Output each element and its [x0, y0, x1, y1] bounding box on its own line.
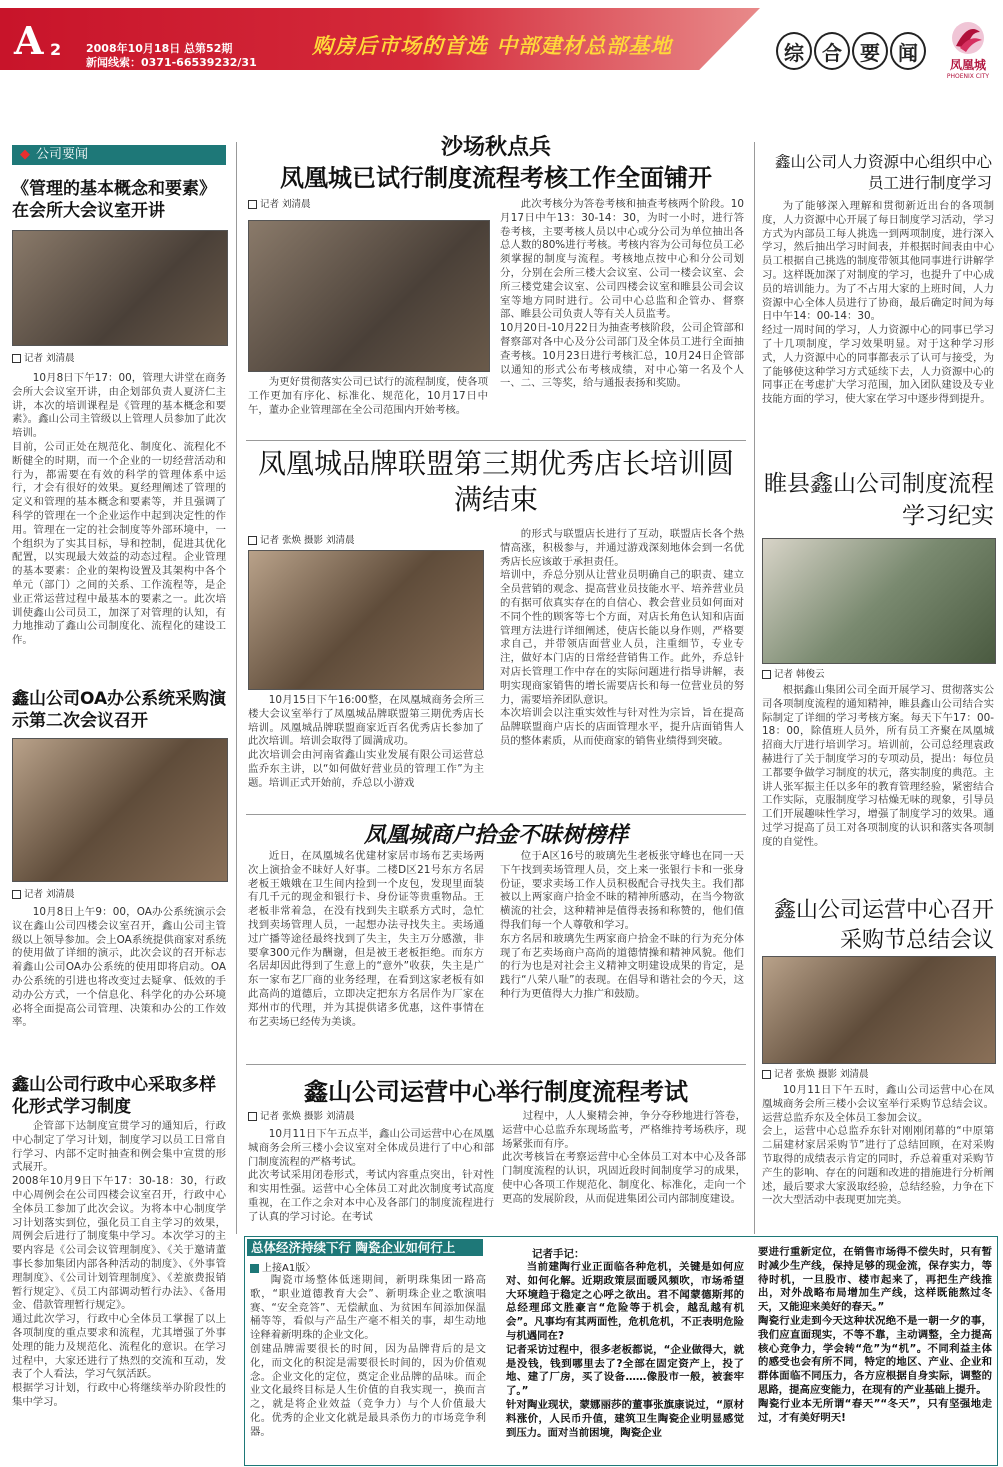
divider: [246, 440, 746, 441]
issue-info: [86, 42, 257, 70]
byline-text: 记者 韩俊云: [774, 669, 825, 680]
article-4-photo: [248, 220, 490, 372]
byline-square-icon: [762, 1070, 771, 1079]
divider: [246, 814, 746, 815]
masthead-slogan: 购房后市场的首选 中部建材总部基地: [312, 34, 673, 58]
feature-body-middle: 当前建陶行业正面临各种危机，关键是如何应对、如何化解。近期政策层面暖风频吹，市场希望大环境趋于稳定之心呼之欲出。君不闻蒙德斯邦的总经理邱文胜豪言“危险等于机会，越乱越有机会”。凡事均有其两面性，危机危机，不正表明危险与机遇同在? 记者采访过程中，很多老板都说，“企业做得大，就是没钱，钱到哪里去了?全部在固定资产上，投了地、建了厂房，买了设备……像股市一般，被套牢了。” 针对陶业现状，蒙娜丽莎的董事张旗康说过，“原材料涨价，人民币升值，建筑卫生陶瓷企业明显感觉到压力。面对当前困境，陶瓷企业: [506, 1261, 744, 1439]
article-8-body: 为了能够深入理解和贯彻新近出台的各项制度，人力资源中心开展了每日制度学习活动，学习方式为内部员工每人挑选一到两项制度，进行深入学习，然后抽出学习时间表，并根据时间表由中心员工根据自己挑选的制度带领其他同事进行讲解学习。这样既加深了对制度的学习，也提升了中心成员的培训能力。为了不占用大家的上班时间，人力资源中心全体人员进行了协商，最后确定时间为每日中午14：00-14：30。 经过一周时间的学习，人力资源中心的同事已学习了十几项制度，学习效果明显。对于这种学习形式，人力资源中心的同事都表示了认可与接受，为了能够使这种学习方式延续下去，人力资源中心的同事正在考虑扩大学习范围，加入团队建设及专业技能方面的学习，使大家在学习中逐步得到提升。: [762, 200, 994, 406]
article-10-body: 10月11日下午五时，鑫山公司运营中心在凤凰城商务会所三楼小会议室举行采购节总结会议。运营总监乔东及全体员工参加会议。 会上，运营中心总监乔东针对刚刚闭幕的“中原第二届建材家居采购节”进行了总结回顾，在对采购节取得的成绩表示肯定的同时，乔总着重对采购节产生的影响、存在的问题和改进的措施进行分析阐述，最后要求大家汲取经验，总结经验，力争在下一次大型活动中表现更加完美。: [762, 1084, 994, 1207]
article-6-body-right: 位于A区16号的玻璃先生老板张守峰也在同一天下午找到卖场管理人员，交上来一张银行卡和一张身份证，要求卖场工作人员积极配合寻找失主。我们都被以上两家商户拾金不昧的精神所感动，在当今物欲横流的社会，这种精神是值得表扬和称赞的，他们值得我们每一个人尊敬和学习。 东方名居和玻璃先生两家商户拾金不昧的行为充分体现了布艺卖场商户高尚的道德情操和精神风貌。他们的行为也是对社会主义精神文明建设成果的肯定，是践行“八荣八耻”的表现。在倡导和谐社会的今天，这种行为更值得大力推广和鼓励。: [500, 850, 744, 1000]
article-4-caption: 为更好贯彻落实公司已试行的流程制度，使各项工作更加有序化、标准化、规范化，10月17日中午，董办企业管理部在全公司范围内开始考核。: [248, 376, 488, 416]
feature-body-left: 陶瓷市场整体低迷期间，新明珠集团一路高歌，“职业道德教育大会”、新明珠企业之歌演唱赛、“安全竞答”、无偿献血、为贫困车间添加保温桶等等，看似与产品生产毫不相关的事，却生动地诠释着新明珠的企业文化。 创建品牌需要很长的时间，因为品牌背后的是文化，而文化的积淀是需要很长时间的，因为价值观念。企业文化的定位，奠定企业品牌的品味。而企业文化最终目标是人生价值的自我实现一，换而言之，就是将企业效益（竞争力）与个人价值最大化。优秀的企业文化就是最具杀伤力的市场竞争利器。: [250, 1274, 486, 1438]
diamond-icon: ◆: [20, 147, 30, 162]
page-number: 2: [50, 40, 62, 59]
continued-text: 上接A1版: [262, 1263, 306, 1274]
article-4-title: 凤凰城已试行制度流程考核工作全面铺开: [280, 164, 712, 192]
article-2-body: 10月8日上午9：00，OA办公系统演示会议在鑫山公司四楼会议室召开，鑫山公司主管级以上领导参加。会上OA系统提供商家对系统的使用做了详细的演示，此次会议的召开标志着鑫山公司OA办公系统的使用即将启动。OA办公系统的引进也将改变过去疑拿、低效的手动办公方式，一个信息化、科学化的办公环境必将全面提高公司管理、决策和办公的工作效率。: [12, 906, 226, 1029]
article-4-body: 此次考核分为答卷考核和抽查考核两个阶段。10月17日中午13：30-14：30，为时一小时，进行答卷考核，主要考核人员以中心或分公司为单位抽出各总人数的80%进行考核。考核内容为公司每位员工必须掌握的制度与流程。考核地点按中心和分公司划分，分别在会所三楼大会议室、公司一楼会议室、会所三楼党建会议室、公司四楼会议室和睢县公司会议室等地方同时进行。公司中心总监和企管办、督察部、睢县公司负责人等有关人员监考。 10月20日-10月22日为抽查考核阶段，公司企管部和督察部对各中心及分公司部门及全体员工进行全面抽查考核。10月23日进行考核汇总，10月24日企管部以通知的形式公布考核成绩，对中心第一名及个人一、二、三等奖，给与通报表扬和奖励。: [500, 198, 744, 390]
byline-text: 记者 张焕 摄影 刘清晨: [260, 535, 355, 546]
byline-square-icon: [248, 536, 257, 545]
article-1-title: 《管理的基本概念和要素》在会所大会议室开讲: [12, 179, 216, 221]
article-2-photo: [12, 738, 228, 882]
byline-square-icon: [762, 670, 771, 679]
article-8-title: 鑫山公司人力资源中心组织中心员工进行制度学习: [774, 153, 992, 192]
reporter-note-heading: 记者手记：: [532, 1248, 585, 1260]
article-7-title: 鑫山公司运营中心举行制度流程考试: [304, 1078, 688, 1106]
article-6-title: 凤凰城商户拾金不昧树榜样: [363, 823, 628, 848]
news-hotline: 新闻线索：0371-66539232/31: [86, 56, 257, 69]
feature-body-right: 要进行重新定位，在销售市场得不偿失时，只有暂时减少生产线，保持足够的现金流，保存实力，等待时机，一旦股市、楼市起来了，再把生产线推出，对外战略布局增加生产线，这样既能熬过冬天，又能迎来美好的春天。” 陶瓷行业走到今天这种状况绝不是一朝一夕的事，我们应直面现实，不等不靠，主动调整，全力提高核心竞争力，学会转“危”为“机”。不同利益主体的感受也会有所不同，特定的地区、产业、企业和群体面临不同压力，各方应根据自身实际，调整的思路，提高应变能力，在现有的产业基础上提升。 陶瓷行业本无所谓“春天”“冬天”，只有坚强地走过，才有美好明天!: [758, 1246, 992, 1424]
article-10-title: 鑫山公司运营中心召开采购节总结会议: [773, 898, 994, 953]
article-7-byline: [248, 1108, 355, 1122]
article-9-body: 根据鑫山集团公司全面开展学习、贯彻落实公司各项制度流程的通知精神，睢县鑫山公司结合实际制定了详细的学习考核方案。每天下午17：00-18：00，除值班人员外，所有员工齐聚在凤凰城招商大厅进行培训学习。培训前，公司总经理袁政赫进行了关于制度学习的专项动员，提出：每位员工都要争做学习制度的状元，落实制度的典范。主讲人张军振主任以多年的教育管理经验，紧密结合工作实际，克服制度学习枯燥无味的现象，引导员工们开展趣味性学习，增强了制度学习的效果。通过学习提高了员工对各项制度的认识和落实各项制度的自觉性。: [762, 684, 994, 848]
article-6-body-left: 近日，在凤凰城名优建材家居市场布艺卖场两次上演拾金不昧好人好事。二楼D区21号东方名居老板王娥娥在卫生间内捡到一个皮包，发现里面装有几千元的现金和银行卡、身份证等贵重物品。王老板非常着急，在没有找到失主联系方式时，急忙找到卖场管理人员，一起想办法寻找失主。卖场通过广播等途径最终找到了失主，失主万分感激，非要拿300元作为酬谢，但是被王老板拒绝。而东方名居却因此得到了生意上的“意外”收获，失主是广东一家布艺厂商的业务经理，在看到这家老板有如此高尚的道德后，立即决定把东方名居作为厂家在郑州市的代理，并为其提供诸多优惠，这件事情在布艺卖场已经传为美谈。: [248, 850, 484, 1028]
divider: [246, 1064, 746, 1065]
feature-title-bar: 总体经济持续下行 陶瓷企业如何行上: [247, 1239, 483, 1256]
logo-name: 凤凰城: [949, 58, 986, 72]
issue-date: 2008年10月18日 总第52期: [86, 42, 233, 55]
section-char-2: 合: [814, 32, 850, 70]
section-label-company-news: [12, 145, 226, 165]
byline-text: 记者 张焕 摄影 刘清晨: [774, 1069, 869, 1080]
article-7-body-left: 10月11日下午五点半，鑫山公司运营中心在凤凰城商务会所三楼小会议室对全体成员进行了中心和部门制度流程的严格考试。 此次考试采用闭卷形式，考试内容重点突出，针对性和实用性强。运营中心全体员工对此次制度考试高度重视，在工作之余对本中心及各部门的制度流程进行了认真的学习讨论。在考试: [248, 1128, 494, 1223]
article-5-title: 凤凰城品牌联盟第三期优秀店长培训圆满结束: [257, 447, 734, 516]
phoenix-logo-icon: [948, 18, 988, 58]
byline-square-icon: [12, 890, 21, 899]
byline-text: 记者 刘清晨: [260, 199, 311, 210]
article-7-body-right: 过程中，人人聚精会神，争分夺秒地进行答卷，运营中心总监乔东现场监考，严格维持考场秩序，现场紧张而有序。 此次考核旨在考察运营中心全体员工对本中心及各部门制度流程的认识，巩固近段时间制度学习的成果，使中心各项工作规范化、制度化、标准化，走向一个更高的发展阶段，从而促进集团公司内部制度建设。: [502, 1110, 746, 1205]
continued-from-label: [250, 1259, 315, 1274]
article-9-byline: [762, 666, 825, 680]
article-5-byline: [248, 532, 355, 546]
article-2-byline: [12, 886, 75, 900]
article-9-photo: [762, 538, 996, 664]
byline-square-icon: [12, 354, 21, 363]
logo-text: [940, 56, 996, 80]
byline-square-icon: [248, 200, 257, 209]
article-1-body: 10月8日下午17：00，管理大讲堂在商务会所大会议室开讲，由企划部负责人夏济仁主讲，本次的培训课程是《管理的基本概念和要素》。鑫山公司主管级以上管理人员参加了此次培训。 目前，公司正处在规范化、制度化、流程化不断健全的时期，而一个企业的一切经营活动和行为，都需要在有效的科学的管理体系中运行，才会有很好的效果。夏经理阐述了管理的定义和管理的基本概念和要素等，并且强调了科学的管理在一个企业运作中起到决定性的作用。管理在一定的社会制度等外部环境中，一个组织为了实其目标，导和控制，促进其优化配置，以实现最大效益的动态过程。企业管理的基本要素：企业的架构设置及其架构中各个单元（部门）之间的关系、工作流程等，是企业正常运营过程中最基本的要素之一。此次培训使鑫山公司员工，加深了对管理的认知，有力地推动了鑫山公司制度化、流程化的建设工作。: [12, 372, 226, 647]
section-char-4: 闻: [890, 32, 926, 70]
article-5-body-left: 10月15日下午16:00整，在凤凰城商务会所三楼大会议室举行了凤凰城品牌联盟第三期优秀店长培训。凤凰城品牌联盟商家近百名优秀店长参加了此次培训。培训会取得了圆满成功。 此次培训会由河南省鑫山实业发展有限公司运营总监乔东主讲，以“如何做好营业员的管理工作”为主题。培训正式开始前，乔总以小游戏: [248, 694, 484, 789]
article-1-byline: [12, 350, 75, 364]
article-4-kicker: 沙场秋点兵: [440, 135, 551, 160]
section-char-3: 要: [852, 32, 888, 70]
logo-subtitle: PHOENIX CITY: [946, 73, 990, 80]
byline-text: 记者 刘清晨: [24, 889, 75, 900]
byline-square-icon: [248, 1112, 257, 1121]
article-2-title: 鑫山公司OA办公系统采购演示第二次会议召开: [12, 689, 227, 731]
byline-text: 记者 张焕 摄影 刘清晨: [260, 1111, 355, 1122]
column-divider-2: [754, 142, 755, 1234]
page-letter: A: [14, 18, 44, 63]
article-5-photo: [248, 550, 484, 690]
article-4-byline: [248, 196, 311, 210]
arrow-icon: 〉: [305, 1263, 316, 1274]
byline-text: 记者 刘清晨: [24, 353, 75, 364]
article-10-byline: [762, 1066, 869, 1080]
section-label-text: 公司要闻: [36, 147, 89, 162]
square-icon: [250, 1264, 259, 1273]
section-char-1: 综: [776, 32, 812, 70]
article-3-title: 鑫山公司行政中心采取多样化形式学习制度: [12, 1075, 216, 1117]
article-10-photo: [762, 956, 996, 1064]
column-divider-1: [236, 142, 237, 1234]
article-3-body: 企管部下达制度宣贯学习的通知后，行政中心制定了学习计划，制度学习以员工日常自行学习、内部不定时抽查和例会集中宣贯的形式展开。 2008年10月9日下午17：30-18：30，行政中心周例会在公司四楼会议室召开，行政中心全体员工参加了此次会议。为将本中心制度学习计划落实到位，强化员工自主学习的效果，周例会后进行了制度集中学习。本次学习的主要内容是《公司会议管理制度》、《关于邀请董事长参加集团内部各种活动的制度》、《外事管理制度》、《公司计划管理制度》、《差旅费报销暂行规定》、《员工内部调动暂行办法》、《备用金、借款管理暂行规定》。 通过此次学习，行政中心全体员工掌握了以上各项制度的重点要求和流程，尤其增强了外事处理的能力及规范化、流程化的意识。在学习过程中，大家还进行了热烈的交流和互动，发表了个人看法，学习气氛活跃。 根据学习计划，行政中心将继续举办阶段性的集中学习。: [12, 1120, 226, 1408]
article-5-body-right: 的形式与联盟店长进行了互动，联盟店长各个热情高涨，积极参与，并通过游戏深刻地体会到一名优秀店长应该敢于承担责任。 培训中，乔总分别从让营业员明确自己的职责、建立全员营销的观念、提高营业员技能水平、培养营业员的有据可依真实存在的自信心、教会营业员如何面对不同个性的顾客等七个方面，对店长角色认知和店面管理方法进行详细阐述，使店长能以身作则，严格要求自己，并带领店面营业人员，注重细节，专业专注，做好本门店的日常经营销售工作。此外，乔总针对店长管理工作中存在的实际问题进行指导讲解，表明实现商家销售的增长需要店长和每一位营业员的努力，需要培养团队意识。 本次培训会以注重实效性与针对性为宗旨，旨在提高品牌联盟商户店长的店面管理水平，提升店面销售人员的整体素质，从而使商家的销售业绩得到突破。: [500, 528, 744, 747]
article-1-photo: [12, 230, 228, 346]
article-9-title: 睢县鑫山公司制度流程学习纪实: [764, 471, 994, 529]
